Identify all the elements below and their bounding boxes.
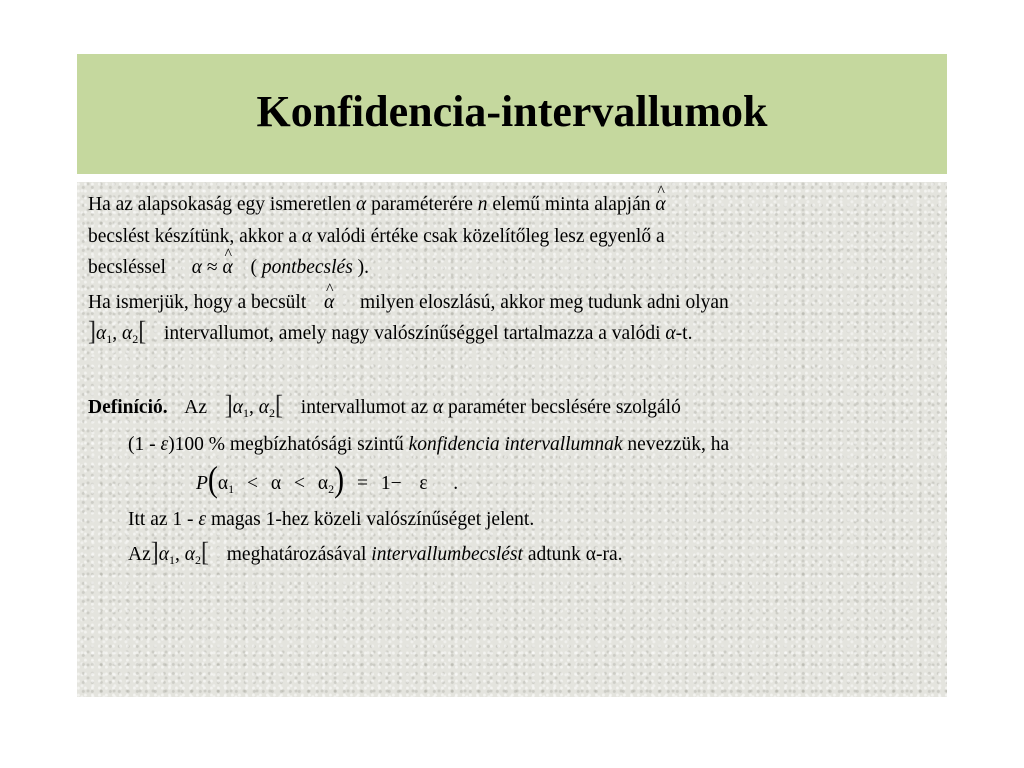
alpha-symbol: α: [665, 323, 676, 344]
alpha-symbol: α: [356, 194, 367, 215]
lt-symbol: <: [293, 473, 305, 494]
lt-symbol: <: [247, 473, 259, 494]
p2-line1-text-a: Ha ismerjük, hogy a becsült: [88, 292, 307, 313]
alpha-symbol: α: [432, 397, 444, 418]
alpha-symbol: α: [96, 323, 107, 344]
alpha-symbol: α: [217, 473, 229, 494]
p2-line2: [88, 317, 693, 351]
definition-label: Definíció.: [88, 397, 168, 418]
slide-title: Konfidencia-intervallumok: [256, 87, 768, 136]
n-symbol: n: [477, 194, 488, 215]
konfidencia-term: konfidencia intervallumnak: [408, 434, 623, 455]
alpha-symbol: α: [191, 257, 202, 278]
def-line2-text-a: (1 -: [128, 434, 156, 455]
eq-symbol: =: [356, 473, 368, 494]
p2-line1-text-b: milyen eloszlású, akkor meg tudunk adni olyan: [360, 292, 729, 313]
interval-close-bracket: [: [138, 317, 147, 347]
probability-symbol: P: [196, 473, 208, 494]
interval-open-bracket: ]: [224, 391, 233, 421]
pontbecsles-term: pontbecslés: [261, 257, 353, 278]
alpha-symbol: α: [317, 473, 329, 494]
title-band: [77, 54, 947, 174]
interval-open-bracket: ]: [88, 317, 96, 347]
def-line2-text-b: )100 % megbízhatósági szintű: [168, 434, 404, 455]
intervallumbecsles-term: intervallumbecslést: [371, 544, 523, 565]
p1-line3-close: ).: [357, 257, 370, 278]
comma: ,: [249, 397, 254, 418]
interval-open-bracket: ]: [150, 538, 159, 568]
def-line2: [128, 433, 729, 457]
formula-close-paren: ): [334, 459, 345, 500]
comma: ,: [175, 544, 180, 565]
def-line4-text-b: magas 1-hez közeli valószínűséget jelent.: [210, 509, 535, 530]
alpha-symbol: α: [258, 397, 270, 418]
p1-line2-text-b: valódi értéke csak közelítőleg lesz egyenlő a: [317, 226, 665, 247]
alpha-hat-symbol: ^ α: [655, 193, 665, 217]
subscript-2: 2: [269, 406, 276, 420]
p1-line3: [88, 256, 369, 280]
def-line1-text-a: Az: [184, 397, 208, 418]
alpha-symbol: α: [122, 323, 133, 344]
one-digit: 1: [380, 473, 391, 494]
alpha-hat-symbol: ^ α: [324, 291, 334, 315]
p2-line2-text-b: -t.: [675, 323, 693, 344]
subscript-1: 1: [228, 482, 235, 496]
def-line4-text-a: Itt az 1 -: [128, 509, 194, 530]
p1-line1-text-a: Ha az alapsokaság egy ismeretlen: [88, 194, 352, 215]
subscript-2: 2: [132, 332, 139, 346]
p1-line1-text-b: paraméterére: [371, 194, 473, 215]
subscript-2: 2: [328, 482, 335, 496]
epsilon-symbol: ε: [419, 473, 428, 494]
epsilon-symbol: ε: [198, 509, 207, 530]
subscript-1: 1: [243, 406, 250, 420]
def-line4: [128, 508, 534, 532]
alpha-hat-symbol: ^ α: [222, 256, 232, 280]
p1-line3-text-a: becsléssel: [88, 257, 166, 278]
p2-line1: [88, 291, 729, 315]
def-line5: [128, 538, 623, 572]
alpha-symbol: α: [232, 397, 244, 418]
alpha-symbol: α: [270, 473, 282, 494]
def-line1-text-b: intervallumot az: [300, 397, 429, 418]
alpha-symbol: α: [301, 226, 313, 247]
def-line1: [88, 391, 681, 425]
epsilon-symbol: ε: [160, 434, 169, 455]
alpha-symbol: α: [158, 544, 169, 565]
formula-dot: .: [453, 473, 459, 494]
p1-line1: [88, 193, 666, 217]
subscript-1: 1: [106, 332, 113, 346]
comma: ,: [112, 323, 118, 344]
minus-symbol: −: [390, 473, 402, 494]
interval-close-bracket: [: [275, 391, 284, 421]
def-line2-text-c: nevezzük, ha: [627, 434, 730, 455]
alpha-symbol: α: [184, 544, 195, 565]
p1-line2: [88, 225, 665, 249]
def-line5-text-c: adtunk: [527, 544, 581, 565]
def-line5-text-a: Az: [128, 544, 151, 565]
def-formula: [196, 459, 459, 501]
p1-line3-paren: (: [250, 257, 257, 278]
def-line1-text-c: paraméter becslésére szolgáló: [448, 397, 681, 418]
subscript-2: 2: [195, 553, 201, 567]
alpha-symbol: α: [585, 544, 596, 565]
subscript-1: 1: [169, 553, 175, 567]
approx-symbol: ≈: [206, 257, 218, 278]
interval-close-bracket: [: [201, 538, 209, 568]
def-line5-text-d: -ra.: [595, 544, 623, 565]
p2-line2-text-a: intervallumot, amely nagy valószínűséggel tartalmazza a valódi: [164, 323, 661, 344]
p1-line1-text-c: elemű minta alapján: [492, 194, 651, 215]
p1-line2-text-a: becslést készítünk, akkor a: [88, 226, 298, 247]
formula-open-paren: (: [207, 459, 218, 500]
def-line5-text-b: meghatározásával: [226, 544, 367, 565]
